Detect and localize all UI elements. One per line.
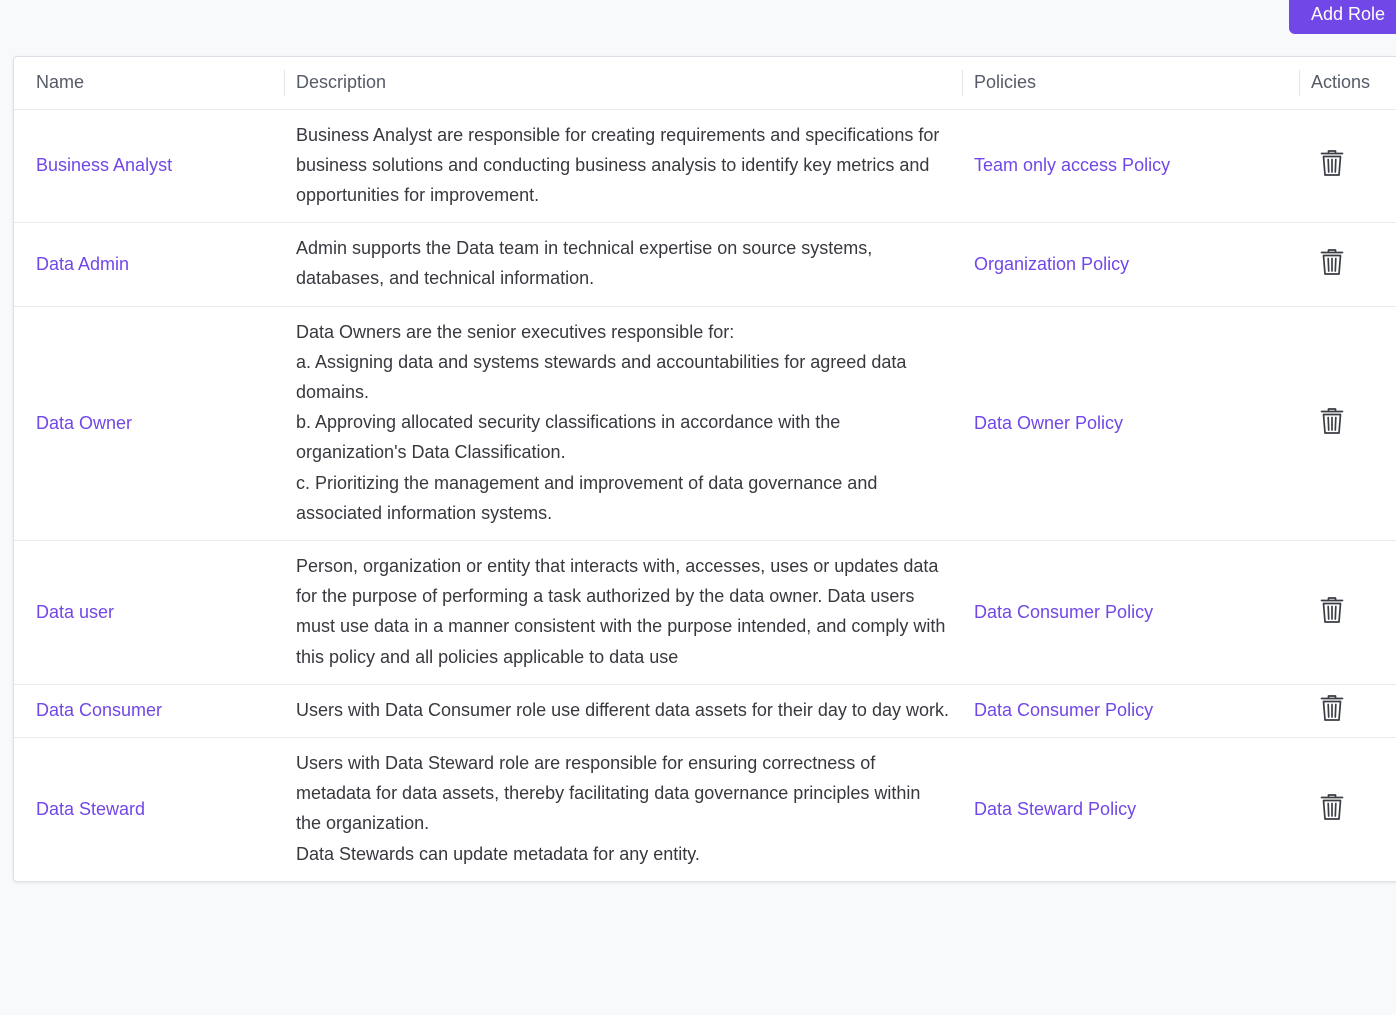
policy-cell — [962, 684, 1299, 737]
description-cell — [284, 737, 962, 880]
add-role-button[interactable]: Add Role — [1289, 0, 1396, 34]
name-cell — [14, 306, 284, 540]
role-name-link[interactable]: Business Analyst — [36, 155, 173, 176]
description-text: Business Analyst are responsible for creating requirements and specifications for business solutions and conducting business analysis to identify key metrics and opportunities for improvement. — [296, 124, 940, 205]
name-cell — [14, 684, 284, 737]
column-header-name: Name — [14, 57, 284, 109]
description-text: Data Stewards can update metadata for any entity. — [296, 843, 700, 864]
name-cell — [14, 737, 284, 880]
roles-table-grid — [14, 57, 1396, 881]
policy-link[interactable]: Data Owner Policy — [974, 412, 1124, 433]
description-cell — [284, 223, 962, 306]
role-name-link[interactable]: Data Steward — [36, 798, 146, 819]
table-row — [14, 109, 1396, 223]
trash-icon[interactable] — [1320, 248, 1344, 276]
policy-link[interactable]: Team only access Policy — [974, 155, 1171, 176]
description-cell — [284, 109, 962, 223]
policy-link[interactable]: Data Consumer Policy — [974, 700, 1154, 721]
table-body — [14, 109, 1396, 881]
role-name-link[interactable]: Data Admin — [36, 253, 130, 274]
policy-link[interactable]: Data Consumer Policy — [974, 601, 1154, 622]
name-cell — [14, 540, 284, 684]
table-row — [14, 737, 1396, 880]
roles-table — [13, 56, 1396, 882]
role-name-link[interactable]: Data Owner — [36, 412, 133, 433]
policy-link[interactable]: Organization Policy — [974, 253, 1130, 274]
description-text: a. Assigning data and systems stewards and accountabilities for agreed data domains. — [296, 351, 907, 402]
actions-cell — [1299, 223, 1396, 306]
actions-cell — [1299, 540, 1396, 684]
role-name-link[interactable]: Data user — [36, 601, 115, 622]
description-cell — [284, 540, 962, 684]
table-row — [14, 684, 1396, 737]
column-header-policies: Policies — [962, 57, 1299, 109]
table-row — [14, 540, 1396, 684]
description-text: c. Prioritizing the management and improvement of data governance and associated information systems. — [296, 472, 878, 523]
description-cell — [284, 684, 962, 737]
name-cell — [14, 223, 284, 306]
policy-cell — [962, 306, 1299, 540]
actions-cell — [1299, 306, 1396, 540]
trash-icon[interactable] — [1320, 407, 1344, 435]
column-header-actions: Actions — [1299, 57, 1396, 109]
column-header-description: Description — [284, 57, 962, 109]
table-row — [14, 223, 1396, 306]
policy-cell — [962, 223, 1299, 306]
trash-icon[interactable] — [1320, 149, 1344, 177]
actions-cell — [1299, 737, 1396, 880]
trash-icon[interactable] — [1320, 694, 1344, 722]
policy-link[interactable]: Data Steward Policy — [974, 798, 1137, 819]
role-name-link[interactable]: Data Consumer — [36, 700, 163, 721]
policy-cell — [962, 109, 1299, 223]
table-row — [14, 306, 1396, 540]
table-header-row — [14, 57, 1396, 109]
description-text: Person, organization or entity that interacts with, accesses, uses or updates data for the purpose of performing a task authorized by the data owner. Data users must use data in a manner consistent with the purpose intended, and comply with this policy and all policies applicable to data use — [296, 555, 946, 667]
trash-icon[interactable] — [1320, 596, 1344, 624]
table-header — [14, 57, 1396, 109]
description-text: Users with Data Consumer role use different data assets for their day to day work. — [296, 699, 949, 720]
policy-cell — [962, 540, 1299, 684]
policy-cell — [962, 737, 1299, 880]
name-cell — [14, 109, 284, 223]
description-text: Data Owners are the senior executives responsible for: — [296, 321, 735, 342]
description-cell — [284, 306, 962, 540]
description-text: Admin supports the Data team in technical expertise on source systems, databases, and technical information. — [296, 238, 873, 289]
actions-cell — [1299, 684, 1396, 737]
actions-cell — [1299, 109, 1396, 223]
trash-icon[interactable] — [1320, 793, 1344, 821]
description-text: Users with Data Steward role are responsible for ensuring correctness of metadata for data assets, thereby facilitating data governance principles within the organization. — [296, 752, 921, 834]
description-text: b. Approving allocated security classifications in accordance with the organization's Data Classification. — [296, 412, 841, 463]
